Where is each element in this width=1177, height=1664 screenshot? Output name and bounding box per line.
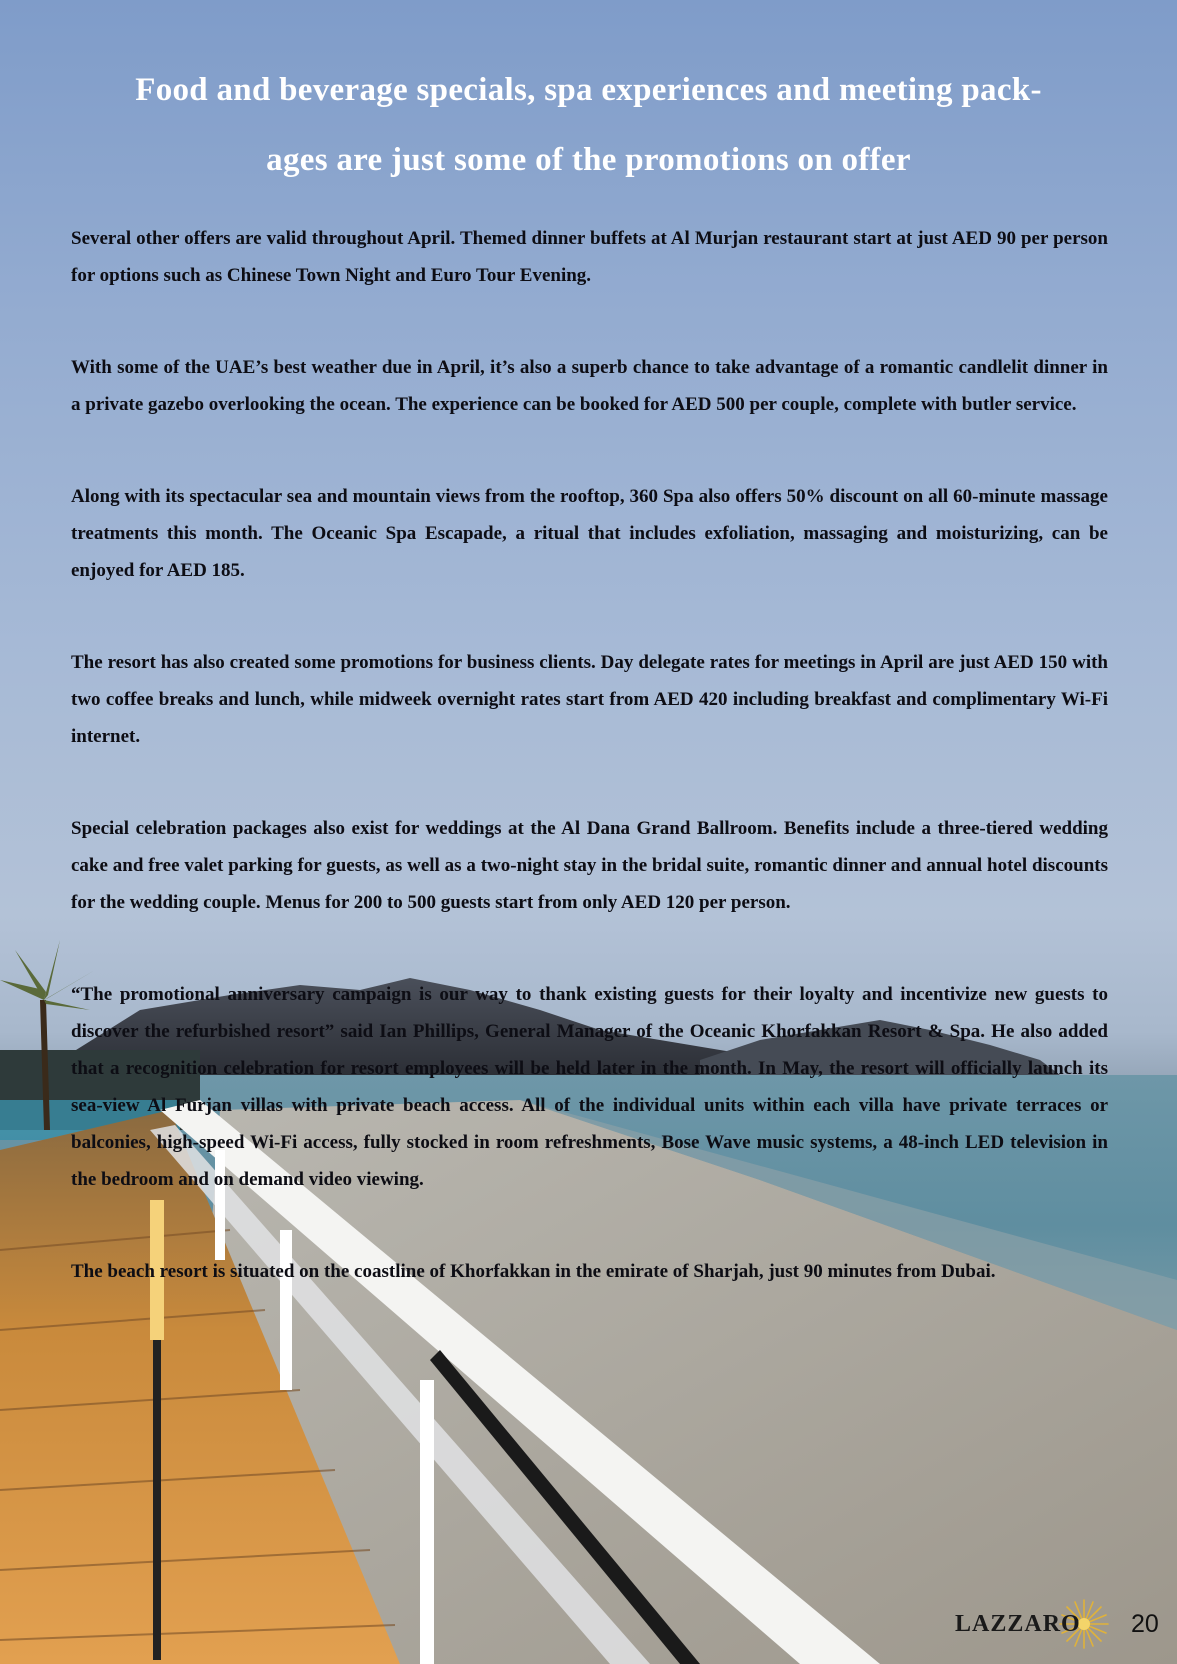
paragraph-dining-offers: Several other offers are valid throughout April. Themed dinner buffets at Al Murjan restaurant start at just AED 90 per person for options such as Chinese Town Night and Euro Tour Evening. (71, 228, 1108, 286)
article-body (71, 220, 1108, 1345)
lamp-post-base (153, 1340, 161, 1660)
paragraph-business-promotions: The resort has also created some promotions for business clients. Day delegate rates for meetings in April are just AED 150 with two coffee breaks and lunch, while midweek overnight rates start from AED 420 including breakfast and complimentary Wi-Fi internet. (71, 652, 1108, 747)
paragraph-location: The beach resort is situated on the coastline of Khorfakkan in the emirate of Sharjah, just 90 minutes from Dubai. (71, 1261, 996, 1282)
paragraph-wedding-packages: Special celebration packages also exist for weddings at the Al Dana Grand Ballroom. Benefits include a three-tiered wedding cake and free valet parking for guests, as well as a two-night stay in the bridal suite, romantic dinner and annual hotel discounts for the wedding couple. Menus for 200 to 500 guests start from only AED 120 per person. (71, 818, 1108, 913)
paragraph-candlelit-dinner: With some of the UAE’s best weather due in April, it’s also a superb chance to take advantage of a romantic candlelit dinner in a private gazebo overlooking the ocean. The experience can be booked for AED 500 per couple, complete with butler service. (71, 357, 1108, 415)
paragraph-spa-offers: Along with its spectacular sea and mountain views from the rooftop, 360 Spa also offers 50% discount on all 60-minute massage treatments this month. The Oceanic Spa Escapade, a ritual that includes exfoliation, massaging and moisturizing, can be enjoyed for AED 185. (71, 486, 1108, 581)
page-number: 20 (1131, 1610, 1159, 1638)
headline (60, 55, 1117, 195)
lazzaro-logo (955, 1604, 1081, 1644)
logo-text: LAZZARO (955, 1610, 1081, 1637)
headline-line-2: ages are just some of the promotions on offer (266, 142, 911, 178)
headline-line-1: Food and beverage specials, spa experiences and meeting pack- (135, 72, 1042, 108)
paragraph-anniversary-quote: “The promotional anniversary campaign is our way to thank existing guests for their loyalty and incentivize new guests to discover the refurbished resort” said Ian Phillips, General Manager of the Oceanic Khorfakkan Resort & Spa. He also added that a recognition celebration for resort employees will be held later in the month. In May, the resort will officially launch its sea-view Al Furjan villas with private beach access. All of the individual units within each villa have private terraces or balconies, high-speed Wi-Fi access, fully stocked in room refreshments, Bose Wave music systems, a 48-inch LED television in the bedroom and on demand video viewing. (71, 984, 1108, 1190)
